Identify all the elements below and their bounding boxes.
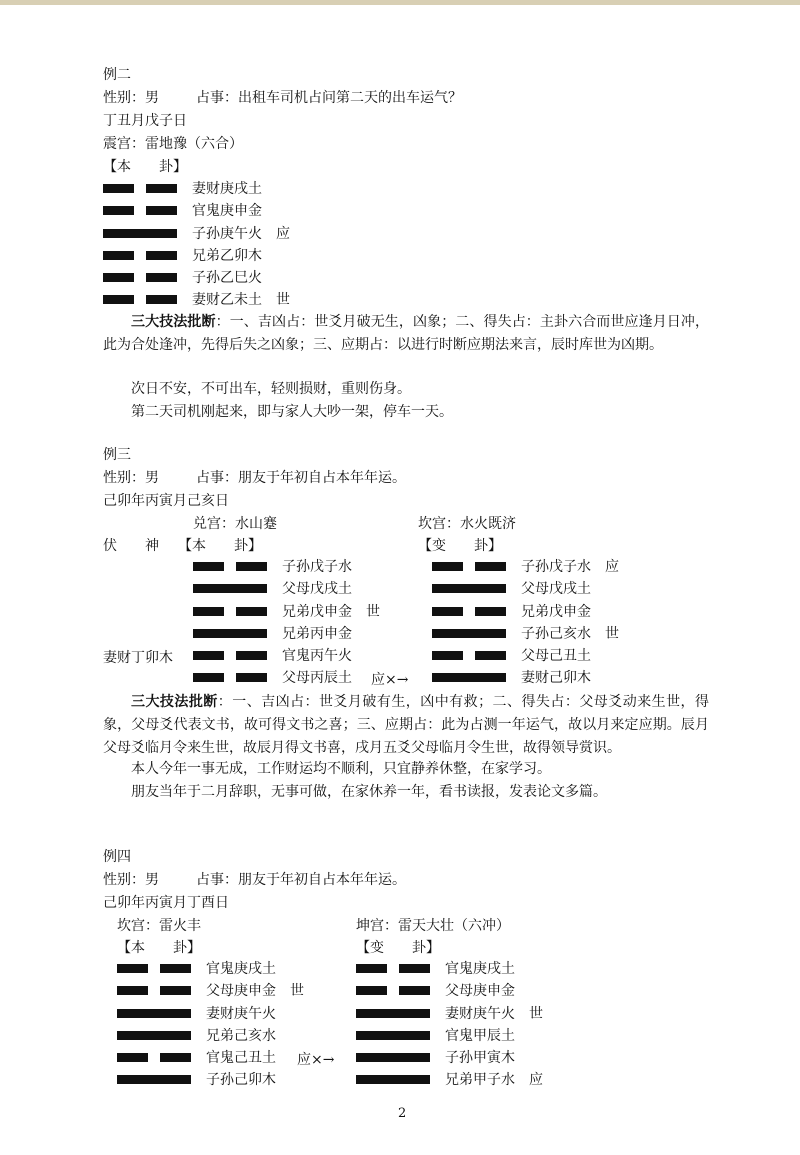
ex3-gender: 性别：男: [103, 470, 159, 486]
ex4-gender: 性别：男: [103, 872, 159, 888]
yao-label: 妻财乙未土 世: [192, 292, 290, 309]
yang-line-bar: [356, 1031, 430, 1040]
yin-line-bar-right: [399, 986, 430, 995]
ex2-heading: 例二: [103, 67, 131, 83]
yin-line-bar-left: [117, 1053, 148, 1062]
ex3-question: 占事：朋友于年初自占本年年运。: [196, 470, 406, 486]
yao-line: [356, 1069, 576, 1091]
yin-line-bar-right: [475, 651, 506, 660]
yin-line-bar-right: [236, 562, 267, 571]
yao-line: [193, 645, 393, 667]
ex3-ben-gua-label: 【本 卦】: [178, 538, 262, 554]
yao-label: 官鬼丙午火: [282, 648, 352, 665]
ex3-hexagram-ben: [193, 556, 393, 690]
yao-label: 妻财庚戌土: [192, 181, 262, 197]
ex3-analysis-title: 三大技法批断: [131, 694, 218, 710]
yao-label: 兄弟丙申金: [282, 625, 352, 642]
yin-line-bar-left: [117, 964, 148, 973]
ex2-hexagram: [103, 178, 343, 312]
yao-line: [432, 578, 652, 600]
yin-line-bar-right: [236, 607, 267, 616]
yin-line-bar-right: [146, 251, 177, 260]
yin-line-bar-right: [475, 562, 506, 571]
ex4-palace-left: 坎宫：雷火丰: [117, 918, 201, 934]
yao-label: 父母戊戌土: [282, 581, 352, 598]
yang-line-bar: [117, 1075, 191, 1084]
yin-line-bar-left: [432, 607, 463, 616]
yao-line: [117, 1069, 317, 1091]
yao-label: 妻财庚午火 世: [445, 1005, 543, 1022]
yang-line-bar: [432, 629, 506, 638]
yao-label: 子孙戊子水 应: [521, 559, 619, 575]
yao-line: [103, 289, 343, 311]
yin-line-bar-left: [432, 562, 463, 571]
ex4-date: 己卯年丙寅月丁酉日: [103, 895, 229, 911]
yao-line: [356, 1047, 576, 1069]
ex2-analysis-text: ：一、吉凶占：世爻月破无生，凶象；二、得失占：主卦六合而世应逢月日冲，此为合处逢冲，先得后失之凶象；三、应期占：以进行时断应期法来言，辰时库世为凶期。: [103, 314, 710, 353]
yin-line-bar-right: [146, 206, 177, 215]
yao-line: [432, 623, 652, 645]
page-number: 2: [398, 1106, 407, 1121]
ex4-bian-gua-label: 【变 卦】: [356, 940, 440, 956]
yao-line: [193, 556, 393, 578]
yin-line-bar-left: [193, 607, 224, 616]
yang-line-bar: [117, 1031, 191, 1040]
ex4-hexagram-bian: [356, 958, 576, 1092]
yao-label: 子孙甲寅木: [445, 1050, 515, 1067]
yin-line-bar-left: [103, 295, 134, 304]
yin-line-bar-right: [236, 673, 267, 682]
yin-line-bar-right: [475, 607, 506, 616]
ex4-palace-right: 坤宫：雷天大壮（六冲）: [356, 918, 510, 934]
yang-line-bar: [356, 1009, 430, 1018]
yao-label: 妻财己卯木: [521, 670, 591, 687]
ex3-change-mark: 应×→: [371, 672, 409, 688]
ex2-ben-gua-label: 【本 卦】: [103, 159, 187, 175]
yao-label: 官鬼庚申金: [192, 203, 262, 220]
yao-label: 官鬼庚戌土: [445, 961, 515, 977]
ex3-fushen-value: 妻财丁卯木: [103, 650, 173, 666]
yao-line: [432, 645, 652, 667]
yang-line-bar: [103, 229, 177, 238]
yao-line: [432, 601, 652, 623]
yao-label: 子孙戊子水: [282, 559, 352, 575]
yin-line-bar-left: [193, 673, 224, 682]
ex4-hexagram-ben: [117, 958, 317, 1092]
yao-label: 子孙庚午火 应: [192, 225, 290, 242]
yin-line-bar-right: [146, 184, 177, 193]
yin-line-bar-left: [356, 964, 387, 973]
ex3-bian-gua-label: 【变 卦】: [418, 538, 502, 554]
yin-line-bar-right: [399, 964, 430, 973]
ex2-analysis: [103, 311, 709, 357]
yao-line: [103, 245, 343, 267]
yin-line-bar-left: [193, 651, 224, 660]
yao-label: 子孙乙巳火: [192, 270, 262, 287]
yao-label: 子孙己卯木: [206, 1072, 276, 1089]
yin-line-bar-right: [146, 273, 177, 282]
yao-line: [356, 1025, 576, 1047]
ex3-palace-right: 坎宫：水火既济: [418, 516, 516, 532]
ex3-date: 己卯年丙寅月己亥日: [103, 493, 229, 509]
ex3-palace-left: 兑宫：水山蹇: [193, 516, 277, 532]
ex4-change-mark: 应×→: [297, 1052, 335, 1068]
yao-line: [356, 980, 576, 1002]
yao-line: [103, 267, 343, 289]
ex3-analysis: [103, 691, 709, 760]
yang-line-bar: [356, 1075, 430, 1084]
ex2-result-2: 第二天司机刚起来，即与家人大吵一架，停车一天。: [131, 404, 453, 420]
yao-line: [117, 1025, 317, 1047]
yao-label: 官鬼庚戌土: [206, 961, 276, 977]
ex3-analysis-text: ：一、吉凶占：世爻月破有生，凶中有救；二、得失占：父母爻动来生世，得象，父母爻代表文书，故可得文书之喜；三、应期占：此为占测一年运气，故以月来定应期。辰月父母爻临月令来生世，故辰月得文书喜，戌月五爻父母临月令生世，故得领导赏识。: [103, 694, 710, 756]
ex3-result-2: 朋友当年于二月辞职，无事可做，在家休养一年，看书读报，发表论文多篇。: [131, 784, 607, 800]
yao-line: [432, 556, 652, 578]
yao-label: 官鬼己丑土: [206, 1050, 276, 1067]
yao-label: 父母庚申金: [445, 983, 515, 1000]
yao-label: 兄弟戊申金: [521, 603, 591, 620]
yin-line-bar-left: [356, 986, 387, 995]
ex2-analysis-title: 三大技法批断: [131, 314, 216, 330]
yao-line: [103, 178, 343, 200]
ex4-ben-gua-label: 【本 卦】: [117, 940, 201, 956]
yao-line: [117, 958, 317, 980]
yao-label: 子孙己亥水 世: [521, 625, 619, 642]
ex3-result-1: 本人今年一事无成，工作财运均不顺利，只宜静养休整，在家学习。: [131, 761, 551, 777]
ex2-palace: 震宫：雷地豫（六合）: [103, 136, 243, 152]
ex2-date: 丁丑月戊子日: [103, 113, 187, 129]
yao-label: 妻财庚午火: [206, 1005, 276, 1022]
yao-line: [103, 200, 343, 222]
yao-line: [193, 601, 393, 623]
yao-line: [117, 1003, 317, 1025]
yang-line-bar: [117, 1009, 191, 1018]
yin-line-bar-left: [103, 273, 134, 282]
yang-line-bar: [193, 584, 267, 593]
yao-label: 兄弟戊申金 世: [282, 603, 380, 620]
yang-line-bar: [432, 584, 506, 593]
yao-label: 父母丙辰土: [282, 670, 352, 687]
yao-line: [117, 980, 317, 1002]
yao-line: [193, 623, 393, 645]
yin-line-bar-right: [146, 295, 177, 304]
yao-line: [193, 667, 393, 689]
yin-line-bar-left: [193, 562, 224, 571]
yao-line: [193, 578, 393, 600]
yin-line-bar-left: [117, 986, 148, 995]
yao-line: [432, 667, 652, 689]
yao-line: [103, 223, 343, 245]
ex4-question: 占事：朋友于年初自占本年年运。: [196, 872, 406, 888]
yin-line-bar-left: [432, 651, 463, 660]
ex3-hexagram-bian: [432, 556, 652, 690]
yao-label: 兄弟甲子水 应: [445, 1072, 543, 1089]
yao-label: 父母庚申金 世: [206, 983, 304, 1000]
yin-line-bar-right: [160, 1053, 191, 1062]
yang-line-bar: [193, 629, 267, 638]
yao-label: 父母己丑土: [521, 648, 591, 665]
yang-line-bar: [432, 673, 506, 682]
top-edge-band: [0, 0, 800, 5]
ex2-gender: 性别：男: [103, 90, 159, 106]
yao-label: 兄弟己亥水: [206, 1027, 276, 1044]
yin-line-bar-left: [103, 184, 134, 193]
yao-label: 父母戊戌土: [521, 581, 591, 598]
yao-line: [356, 958, 576, 980]
yao-label: 兄弟乙卯木: [192, 247, 262, 264]
yin-line-bar-left: [103, 206, 134, 215]
yao-line: [356, 1003, 576, 1025]
ex2-question: 占事：出租车司机占问第二天的出车运气？: [196, 90, 462, 106]
yin-line-bar-right: [160, 986, 191, 995]
yin-line-bar-right: [160, 964, 191, 973]
yin-line-bar-right: [236, 651, 267, 660]
yin-line-bar-left: [103, 251, 134, 260]
ex4-heading: 例四: [103, 849, 131, 865]
ex2-result-1: 次日不安，不可出车，轻则损财，重则伤身。: [131, 381, 411, 397]
yao-label: 官鬼甲辰土: [445, 1027, 515, 1044]
ex3-heading: 例三: [103, 447, 131, 463]
yang-line-bar: [356, 1053, 430, 1062]
ex3-fushen-label: 伏 神: [103, 538, 159, 554]
yao-line: [117, 1047, 317, 1069]
